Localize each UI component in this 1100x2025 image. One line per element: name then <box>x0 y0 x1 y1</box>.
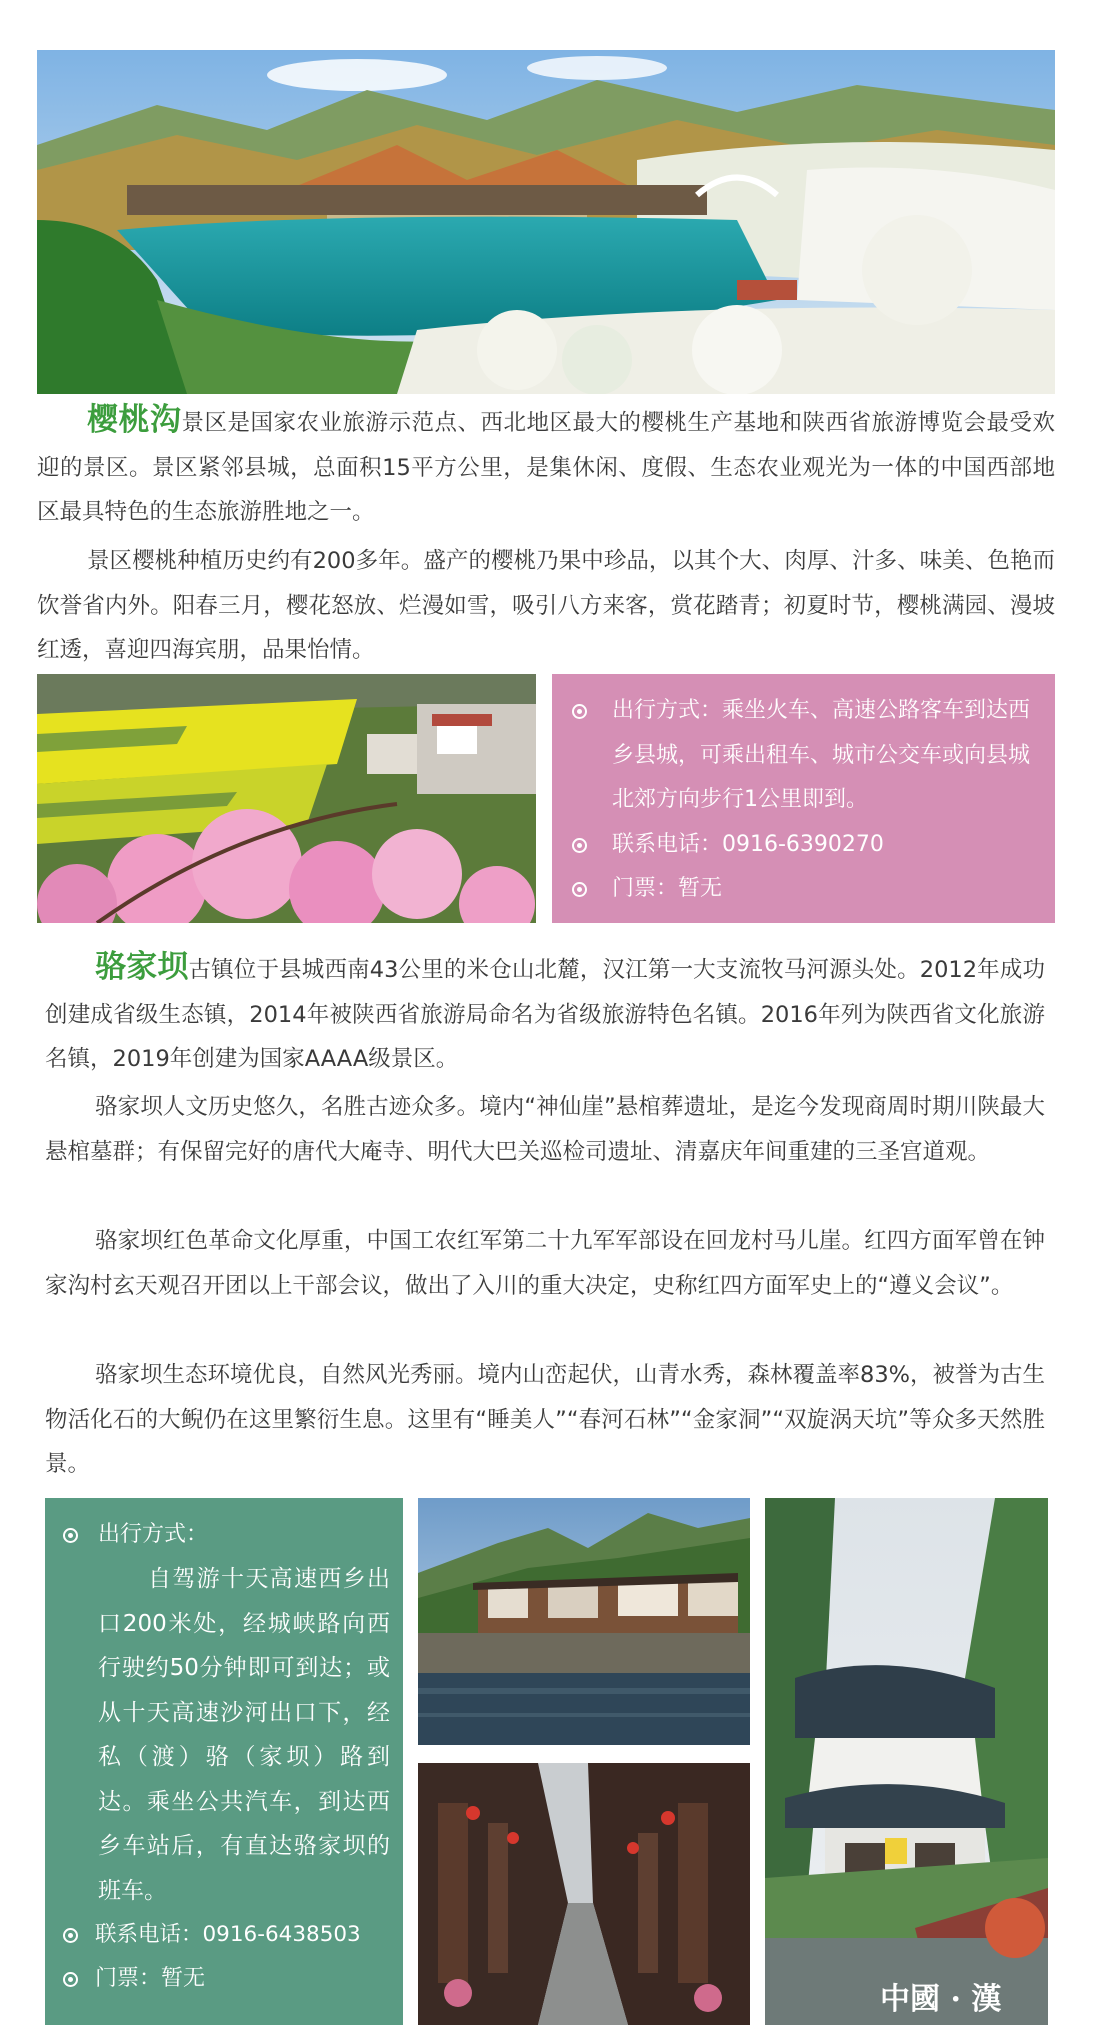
bullet-icon <box>572 704 587 719</box>
cherry-valley-ticket-row <box>552 867 1040 912</box>
cherry-valley-transport-text: 出行方式：乘坐火车、高速公路客车到达西乡县城，可乘出租车、城市公交车或向县城北郊方向步行1公里即到。 <box>612 698 1031 812</box>
luojiaba-ticket-text: 门票：暂无 <box>95 1966 206 1991</box>
luojiaba-phone-row <box>45 1913 403 1958</box>
luojiaba-transport-detail-row <box>45 1557 390 1913</box>
luojiaba-ecology-text: 骆家坝生态环境优良，自然风光秀丽。境内山峦起伏，山青水秀，森林覆盖率83%，被誉为古生物活化石的大鲵仍在这里繁衍生息。这里有“睡美人”“春河石林”“金家洞”“双旋涡天坑”等众多天然胜景。 <box>45 1362 1046 1477</box>
bullet-icon <box>63 1928 78 1943</box>
luojiaba-transport-row <box>45 1513 390 1558</box>
bullet-icon <box>63 1528 78 1543</box>
cherry-valley-intro-text: 景区是国家农业旅游示范点、西北地区最大的樱桃生产基地和陕西省旅游博览会最受欢迎的景区。景区紧邻县城，总面积15平方公里，是集休闲、度假、生态农业观光为一体的中国西部地区最具特色的生态旅游胜地之一。 <box>37 410 1055 525</box>
cherry-valley-history-text: 景区樱桃种植历史约有200多年。盛产的樱桃乃果中珍品，以其个大、肉厚、汁多、味美、色艳而饮誉省内外。阳春三月，樱花怒放、烂漫如雪，吸引八方来客，赏花踏青；初夏时节，樱桃满园、漫坡红透，喜迎四海宾朋，品果怡情。 <box>37 548 1055 663</box>
cherry-valley-panorama-photo <box>37 50 1055 394</box>
cherry-valley-ticket-text: 门票：暂无 <box>612 876 723 901</box>
luojiaba-intro-paragraph <box>45 945 1045 1082</box>
luojiaba-title: 骆家坝 <box>95 949 189 985</box>
ancient-town-river-photo <box>418 1498 750 1745</box>
cherry-valley-info-box <box>552 674 1055 923</box>
bullet-icon <box>572 882 587 897</box>
luojiaba-revolution-paragraph <box>45 1219 1045 1308</box>
cherry-valley-title: 樱桃沟 <box>87 402 182 438</box>
luojiaba-revolution-text: 骆家坝红色革命文化厚重，中国工农红军第二十九军军部设在回龙村马儿崖。红四方面军曾在钟家沟村玄天观召开团以上干部会议，做出了入川的重大决定，史称红四方面军史上的“遵义会议”。 <box>45 1228 1045 1299</box>
luojiaba-transport-label: 出行方式： <box>98 1522 209 1547</box>
luojiaba-history-paragraph <box>45 1085 1045 1174</box>
luojiaba-ticket-row <box>45 1957 403 2002</box>
cherry-valley-intro-paragraph <box>37 398 1055 535</box>
watermark-text: 中國 · 漢 <box>880 1982 1002 2017</box>
cherry-valley-history-paragraph <box>37 539 1055 673</box>
bullet-icon <box>63 1972 78 1987</box>
ancient-street-photo <box>418 1763 750 2025</box>
bullet-icon <box>572 838 587 853</box>
luojiaba-intro-text: 古镇位于县城西南43公里的米仓山北麓，汉江第一大支流牧马河源头处。2012年成功创建成省级生态镇，2014年被陕西省旅游局命名为省级旅游特色名镇。2016年列为陕西省文化旅游名镇，2019年创建为国家AAAA级景区。 <box>45 957 1045 1072</box>
luojiaba-info-box <box>45 1498 403 2025</box>
temple-building-photo <box>765 1498 1048 2025</box>
luojiaba-phone-text: 联系电话：0916-6438503 <box>95 1922 361 1947</box>
luojiaba-ecology-paragraph <box>45 1353 1045 1487</box>
cherry-valley-transport-row <box>552 689 1040 823</box>
cherry-valley-phone-row <box>552 823 1040 868</box>
rapeseed-fields-blossom-photo <box>37 674 536 923</box>
luojiaba-history-text: 骆家坝人文历史悠久，名胜古迹众多。境内“神仙崖”悬棺葬遗址，是迄今发现商周时期川陕最大悬棺墓群；有保留完好的唐代大庵寺、明代大巴关巡检司遗址、清嘉庆年间重建的三圣宫道观。 <box>45 1094 1045 1165</box>
luojiaba-transport-detail-text: 自驾游十天高速西乡出口200米处，经城峡路向西行驶约50分钟即可到达；或从十天高速沙河出口下，经私（渡）骆（家坝）路到达。乘坐公共汽车，到达西乡车站后，有直达骆家坝的班车。 <box>98 1566 390 1904</box>
cherry-valley-phone-text: 联系电话：0916-6390270 <box>612 832 884 857</box>
